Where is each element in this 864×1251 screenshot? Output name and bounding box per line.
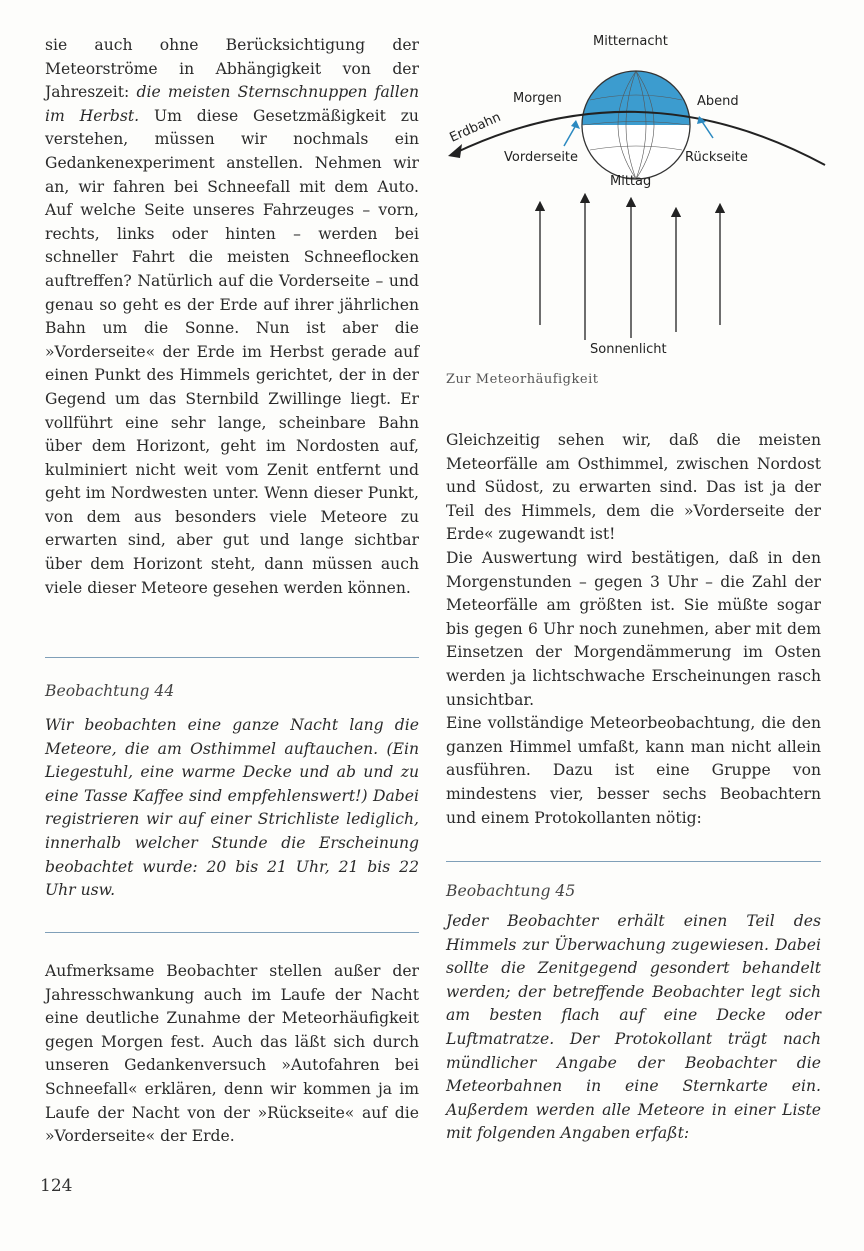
orbit-arrowhead	[448, 144, 462, 158]
label-evening: Abend	[697, 94, 739, 109]
observation-44-heading: Beobachtung 44	[45, 682, 175, 700]
observation-44-text: Wir beobachten eine ganze Nacht lang die Meteore, die am Osthimmel auftauchen. (Ein Liegestuhl, eine warme Decke und ab und zu eine Tasse Kaffee sind empfehlenswert!) Dabei registrieren wir auf einer Strichliste lediglich, innerhalb welcher Stunde die Erscheinung beobachtet wurde: 20 bis 21 Uhr, 21 bis 22 Uhr usw.	[45, 716, 419, 900]
label-morning: Morgen	[513, 91, 562, 106]
night-side	[580, 66, 692, 125]
observation-45-heading: Beobachtung 45	[446, 882, 576, 900]
evaluation-paragraph: Die Auswertung wird bestätigen, daß in den Morgenstunden – gegen 3 Uhr – die Zahl der Meteorfälle am größten ist. Sie müßte sogar bis gegen 6 Uhr noch zunehmen, aber mit dem Einsetzen der Morgendämmerung im Osten werden ja lichtschwache Erscheinungen rasch unsichtbar.	[446, 548, 821, 709]
label-orbit: Erdbahn	[447, 109, 504, 146]
divider-rule	[45, 657, 419, 658]
divider-rule	[446, 861, 821, 862]
label-back-side: Rückseite	[685, 150, 748, 165]
meteor-frequency-diagram	[440, 30, 840, 370]
front-side-arrowhead	[571, 120, 580, 129]
label-noon: Mittag	[610, 174, 652, 189]
front-side-arrow	[564, 125, 576, 146]
herbst-emphasis: die meisten Sternschnuppen fallen im Herbst.	[45, 83, 420, 125]
left-column-text	[45, 34, 419, 600]
right-column-text	[446, 429, 821, 830]
label-front-side: Vorderseite	[504, 150, 579, 165]
intro-paragraph: sie auch ohne Berücksichtigung der Meteorströme in Abhängigkeit von der Jahreszeit: die meisten Sternschnuppen fallen im Herbst. Um diese Gesetzmäßigkeit zu verstehen, müssen wir nochmals ein Gedankenexperiment anstellen. Nehmen wir an, wir fahren bei Schneefall mit dem Auto. Auf welche Seite unseres Fahrzeuges – vorn, rechts, links oder hinten – werden bei schneller Fahrt die meisten Schneeflocken auftreffen? Natürlich auf die Vorderseite – und genau so geht es der Erde auf ihrer jährlichen Bahn um die Sonne. Nun ist aber die »Vorderseite« der Erde im Herbst gerade auf einen Punkt des Himmels gerichtet, der in der Gegend um das Sternbild Zwillinge liegt. Er vollführt eine sehr lange, scheinbare Bahn über dem Horizont, geht im Nordosten auf, kulminiert nicht weit vom Zenit entfernt und geht im Nordwesten unter. Wenn dieser Punkt, von dem aus besonders viele Meteore zu erwarten sind, aber gut und lange sichtbar über dem Horizont steht, dann müssen auch viele dieser Meteore gesehen werden können.	[45, 36, 420, 597]
east-sky-paragraph: Gleichzeitig sehen wir, daß die meisten Meteorfälle am Osthimmel, zwischen Nordost und Südost, zu erwarten sind. Das ist ja der Teil des Himmels, dem die »Vorderseite der Erde« zugewandt ist!	[446, 431, 821, 544]
diagram-caption: Zur Meteorhäufigkeit	[446, 372, 599, 387]
observation-45-text: Jeder Beobachter erhält einen Teil des Himmels zur Überwachung zugewiesen. Dabei sollte die Zenitgegend gesondert behandelt werden; der betreffende Beobachter legt sich am besten flach auf eine Decke oder Luftmatratze. Der Protokollant trägt nach mündlicher Angabe der Beobachter die Meteorbahnen in eine Sternkarte ein. Außerdem werden alle Meteore in einer Liste mit folgenden Angaben erfaßt:	[446, 912, 821, 1143]
earth-globe	[580, 66, 692, 185]
label-midnight: Mitternacht	[593, 34, 668, 49]
morning-increase-paragraph: Aufmerksame Beobachter stellen außer der Jahresschwankung auch im Laufe der Nacht eine deutliche Zunahme der Meteorhäufigkeit gegen Morgen fest. Auch das läßt sich durch unseren Gedankenversuch »Autofahren bei Schneefall« erklären, denn wir kommen ja im Laufe der Nacht von der »Rückseite« auf die »Vorderseite« der Erde.	[45, 962, 419, 1146]
group-observation-paragraph: Eine vollständige Meteorbeobachtung, die den ganzen Himmel umfaßt, kann man nicht allein ausführen. Dazu ist eine Gruppe von mindestens vier, besser sechs Beobachtern und einem Protokollanten nötig:	[446, 714, 821, 827]
sunlight-arrows	[540, 198, 720, 340]
label-sunlight: Sonnenlicht	[590, 342, 667, 357]
divider-rule	[45, 932, 419, 933]
page-number: 124	[40, 1176, 73, 1196]
